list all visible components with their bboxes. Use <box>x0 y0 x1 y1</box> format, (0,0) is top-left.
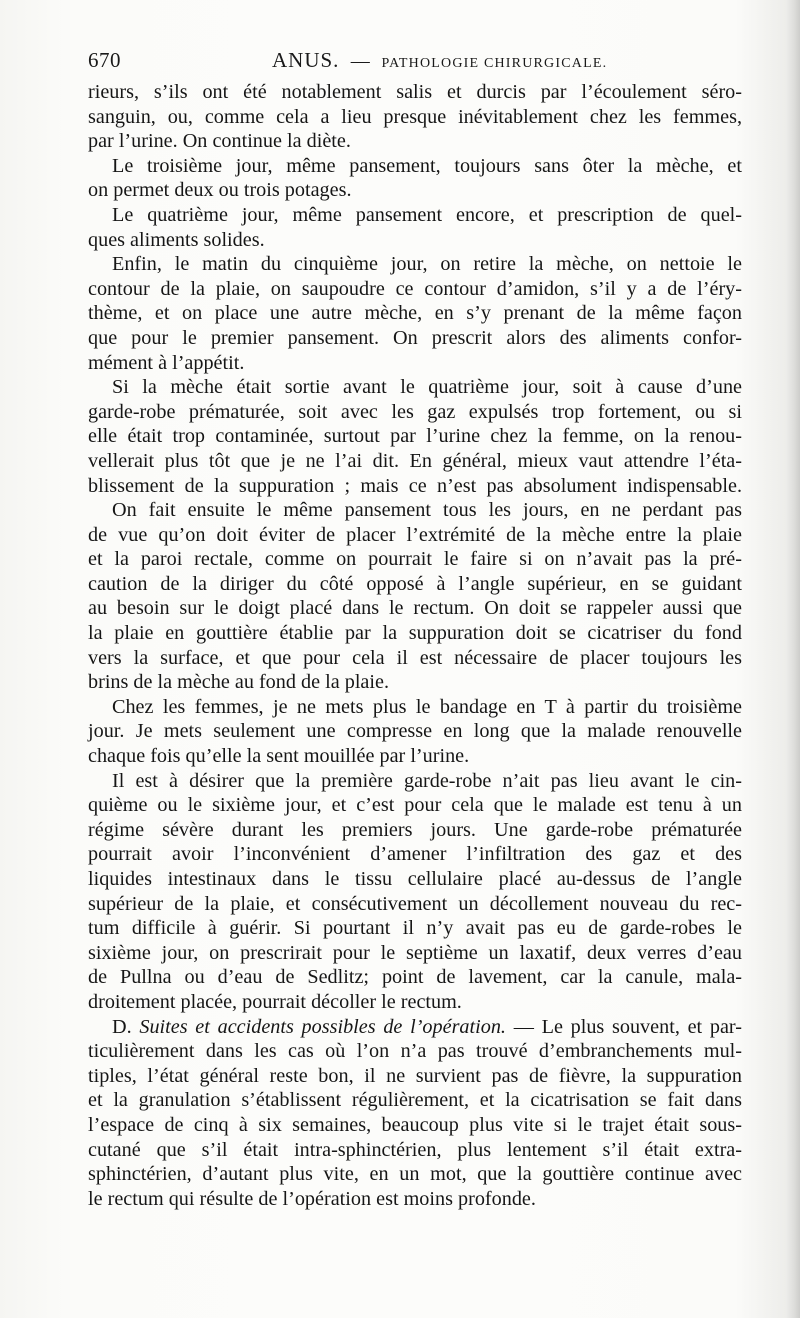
text-line: vers la surface, et que pour cela il est nécessaire de placer toujours les <box>88 646 742 669</box>
text-line: contour de la plaie, on saupoudre ce contour d’amidon, s’il y a de l’éry- <box>88 277 742 300</box>
text-line: que pour le premier pansement. On prescrit alors des aliments confor- <box>88 326 742 349</box>
header-main-title: ANUS. <box>272 48 340 72</box>
text-line: caution de la diriger du côté opposé à l’angle supérieur, en se guidant <box>88 572 742 595</box>
text-line: et la granulation s’établissent régulièrement, et la cicatrisation se fait dans <box>88 1089 742 1112</box>
text-line: supérieur de la plaie, et consécutivement un décollement nouveau du rec- <box>88 892 742 915</box>
text-line: vellerait plus tôt que je ne l’ai dit. En général, mieux vaut attendre l’éta- <box>88 449 742 472</box>
text-line: thème, et on place une autre mèche, en s’y prenant de la même façon <box>88 302 742 325</box>
text-line: mément à l’appétit. <box>88 351 245 374</box>
text-line: pourrait avoir l’inconvénient d’amener l’infiltration des gaz et des <box>88 843 742 866</box>
section-lead-text: — Le plus souvent, et par- <box>505 1015 742 1038</box>
header-separator: — <box>350 51 371 72</box>
text-line: liquides intestinaux dans le tissu cellulaire placé au-dessus de l’angle <box>88 868 742 890</box>
text-line: cutané que s’il était intra-sphinctérien, plus lentement s’il était extra- <box>88 1138 742 1161</box>
text-line: Le troisième jour, même pansement, toujours sans ôter la mèche, et <box>112 154 742 177</box>
text-line: jour. Je mets seulement une compresse en long que la malade renouvelle <box>88 720 742 743</box>
text-line: garde-robe prématurée, soit avec les gaz expulsés trop fortement, ou si <box>88 400 742 423</box>
text-line: rieurs, s’ils ont été notablement salis et durcis par l’écoulement séro- <box>88 81 742 103</box>
text-line: sixième jour, on prescrirait pour le septième un laxatif, deux verres d’eau <box>88 941 742 964</box>
text-line: droitement placée, pourrait décoller le rectum. <box>88 990 462 1013</box>
text-line: elle était trop contaminée, surtout par l’urine chez la femme, on la renou- <box>88 425 742 448</box>
text-line: par l’urine. On continue la diète. <box>88 130 351 153</box>
page-edge-shadow <box>786 0 800 1318</box>
header-subtitle: PATHOLOGIE CHIRURGICALE. <box>381 56 608 71</box>
section-heading-line <box>88 1015 742 1040</box>
text-line: quième ou le sixième jour, et c’est pour cela que le malade est tenu à un <box>88 794 742 817</box>
text-line: On fait ensuite le même pansement tous les jours, en ne perdant pas <box>112 499 742 522</box>
text-line: sphinctérien, d’autant plus vite, en un mot, que la gouttière continue avec <box>88 1163 742 1186</box>
text-line: chaque fois qu’elle la sent mouillée par l’urine. <box>88 745 470 768</box>
text-line: brins de la mèche au fond de la plaie. <box>88 671 390 694</box>
text-line: Le quatrième jour, même pansement encore, et prescription de quel- <box>112 203 742 226</box>
text-line: l’espace de cinq à six semaines, beaucoup plus vite si le trajet était sous- <box>88 1113 742 1136</box>
text-line: sanguin, ou, comme cela a lieu presque inévitablement chez les femmes, <box>88 105 742 128</box>
page-number: 670 <box>88 48 121 72</box>
text-line: la plaie en gouttière établie par la suppuration doit se cicatriser du fond <box>88 622 742 645</box>
text-line: Il est à désirer que la première garde-robe n’ait pas lieu avant le cin- <box>112 769 742 792</box>
running-header <box>88 44 740 74</box>
text-line: ticulièrement dans les cas où l’on n’a pas trouvé d’embranchements mul- <box>88 1040 742 1063</box>
text-line: on permet deux ou trois potages. <box>88 179 352 202</box>
section-letter: D. <box>112 1015 140 1038</box>
text-line: tiples, l’état général reste bon, il ne survient pas de fièvre, la suppuration <box>88 1064 742 1087</box>
text-line: tum difficile à guérir. Si pourtant il n’y avait pas eu de garde-robes le <box>88 917 742 940</box>
text-line: le rectum qui résulte de l’opération est moins profonde. <box>88 1187 536 1210</box>
text-line: de vue qu’on doit éviter de placer l’extrémité de la mèche entre la plaie <box>88 523 742 546</box>
text-line: blissement de la suppuration ; mais ce n’est pas absolument indispensable. <box>88 474 742 497</box>
text-line: Chez les femmes, je ne mets plus le bandage en T à partir du troisième <box>112 695 742 718</box>
text-line: de Pullna ou d’eau de Sedlitz; point de lavement, car la canule, mala- <box>88 966 742 989</box>
text-line: Si la mèche était sortie avant le quatrième jour, soit à cause d’une <box>112 376 742 399</box>
section-title: Suites et accidents possibles de l’opération. <box>139 1015 506 1038</box>
header-title <box>272 48 607 73</box>
text-line: au besoin sur le doigt placé dans le rectum. On doit se rappeler aussi que <box>88 597 742 620</box>
text-line: ques aliments solides. <box>88 228 265 251</box>
text-line: et la paroi rectale, comme on pourrait le faire si on n’avait pas la pré- <box>88 548 742 571</box>
body-text <box>88 80 742 1211</box>
text-line: régime sévère durant les premiers jours. Une garde-robe prématurée <box>88 818 742 841</box>
text-line: Enfin, le matin du cinquième jour, on retire la mèche, on nettoie le <box>112 253 742 276</box>
